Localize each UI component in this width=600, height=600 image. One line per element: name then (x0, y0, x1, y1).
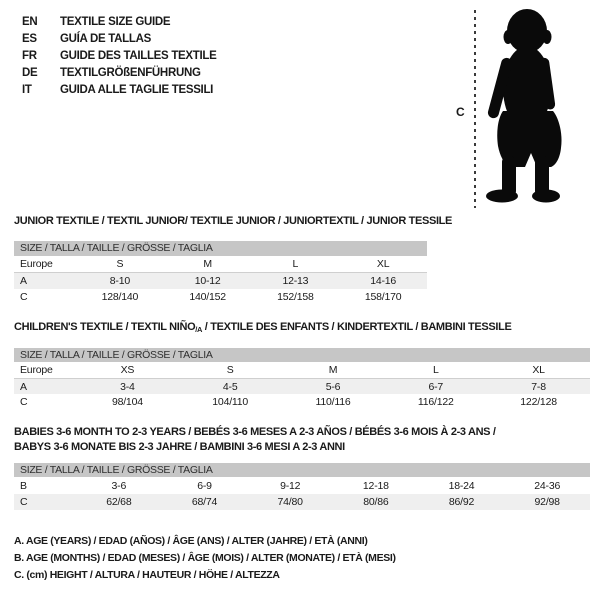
babies-size-table (14, 463, 590, 510)
age-value: 24-36 (534, 479, 561, 492)
age-value: 9-12 (280, 479, 301, 492)
children-title-sub: /A (195, 325, 203, 334)
row-label: Europe (20, 364, 53, 376)
lang-row-de (22, 64, 217, 81)
lang-row-fr (22, 47, 217, 64)
lang-code: DE (22, 66, 38, 79)
row-label: C (20, 291, 28, 303)
row-label: Europe (20, 258, 53, 270)
table-row-height (14, 289, 427, 305)
height-dotted-line (474, 10, 476, 208)
age-value: 8-10 (109, 275, 130, 287)
size-value: XL (532, 364, 545, 376)
height-value: 140/152 (189, 291, 226, 303)
footnote-age-months: B. AGE (MONTHS) / EDAD (MESES) / ÂGE (MOIS) / ALTER (MONATE) / ETÀ (MESI) (14, 552, 396, 564)
size-header-bar: SIZE / TALLA / TAILLE / GRÖSSE / TAGLIA (14, 463, 590, 477)
babies-section-title-line2: BABYS 3-6 MONATE BIS 2-3 JAHRE / BAMBINI 3-6 MESI A 2-3 ANNI (14, 441, 345, 453)
height-value: 92/98 (534, 496, 560, 508)
table-row-age (14, 379, 590, 394)
size-value: M (328, 364, 338, 376)
age-value: 10-12 (194, 275, 221, 287)
children-title-post: / TEXTILE DES ENFANTS / KINDERTEXTIL / BAMBINI TESSILE (202, 321, 512, 333)
size-value: L (432, 364, 439, 376)
row-label: A (20, 275, 27, 287)
lang-row-it (22, 81, 217, 98)
size-value: S (116, 258, 124, 270)
age-value: 6-9 (197, 479, 212, 492)
table-row-months (14, 477, 590, 494)
table-row-europe (14, 256, 427, 273)
lang-code: ES (22, 32, 37, 45)
age-value: 18-24 (448, 479, 475, 492)
age-value: 4-5 (222, 380, 238, 393)
height-value: 68/74 (191, 496, 218, 508)
table-row-age (14, 273, 427, 289)
height-value: 74/80 (277, 496, 303, 508)
lang-row-es (22, 30, 217, 47)
lang-title: TEXTILGRÖßENFÜHRUNG (60, 66, 201, 79)
lang-title: TEXTILE SIZE GUIDE (60, 15, 171, 28)
height-value: 104/110 (212, 396, 249, 408)
age-value: 7-8 (531, 380, 546, 393)
table-row-height (14, 494, 590, 510)
size-value: XL (376, 258, 390, 270)
lang-title: GUIDE DES TAILLES TEXTILE (60, 49, 217, 62)
table-row-height (14, 394, 590, 410)
footnote-age-years: A. AGE (YEARS) / EDAD (AÑOS) / ÂGE (ANS) / ALTER (JAHRE) / ETÀ (ANNI) (14, 535, 368, 547)
height-value: 122/128 (520, 396, 557, 408)
height-value: 98/104 (111, 396, 143, 408)
language-title-block (22, 13, 217, 98)
lang-code: EN (22, 15, 38, 28)
junior-size-table (14, 241, 427, 305)
size-value: L (292, 258, 299, 270)
height-value: 116/122 (417, 396, 454, 408)
lang-title: GUIDA ALLE TAGLIE TESSILI (60, 83, 214, 96)
row-label: A (20, 380, 27, 393)
lang-code: FR (22, 49, 37, 62)
size-value: S (226, 364, 234, 376)
children-title-pre: CHILDREN'S TEXTILE / TEXTIL NIÑO (14, 321, 196, 333)
row-label: C (20, 396, 28, 408)
age-value: 14-16 (370, 275, 397, 287)
height-measure-label: C (456, 105, 465, 119)
size-value: XS (120, 364, 135, 376)
toddler-silhouette-icon (483, 6, 567, 204)
height-value: 86/92 (448, 496, 475, 508)
age-value: 12-13 (282, 275, 309, 287)
children-size-table (14, 348, 590, 410)
size-value: M (203, 258, 212, 270)
children-section-title (14, 321, 511, 334)
footnote-height: C. (cm) HEIGHT / ALTURA / HAUTEUR / HÖHE / ALTEZZA (14, 569, 280, 581)
height-value: 152/158 (277, 291, 314, 303)
row-label: C (20, 496, 28, 508)
age-value: 3-6 (111, 479, 127, 492)
age-value: 5-6 (325, 380, 341, 393)
age-value: 6-7 (428, 380, 444, 393)
table-row-europe (14, 362, 590, 379)
size-header-bar: SIZE / TALLA / TAILLE / GRÖSSE / TAGLIA (14, 241, 427, 256)
lang-title: GUÍA DE TALLAS (60, 32, 151, 45)
height-value: 80/86 (363, 496, 389, 508)
lang-row-en (22, 13, 217, 30)
height-value: 62/68 (106, 496, 132, 508)
height-value: 128/140 (101, 291, 139, 303)
height-value: 110/116 (315, 396, 351, 408)
row-label: B (20, 479, 27, 492)
junior-section-title: JUNIOR TEXTILE / TEXTIL JUNIOR/ TEXTILE JUNIOR / JUNIORTEXTIL / JUNIOR TESSILE (14, 215, 453, 227)
lang-code: IT (22, 83, 32, 96)
footnote-legend (14, 535, 396, 586)
age-value: 3-4 (120, 380, 135, 393)
babies-section-title-line1: BABIES 3-6 MONTH TO 2-3 YEARS / BEBÉS 3-6 MESES A 2-3 AÑOS / BÉBÉS 3-6 MOIS À 2-3 ANS / (14, 426, 496, 438)
size-header-bar: SIZE / TALLA / TAILLE / GRÖSSE / TAGLIA (14, 348, 590, 362)
height-value: 158/170 (364, 291, 402, 303)
age-value: 12-18 (362, 479, 389, 492)
